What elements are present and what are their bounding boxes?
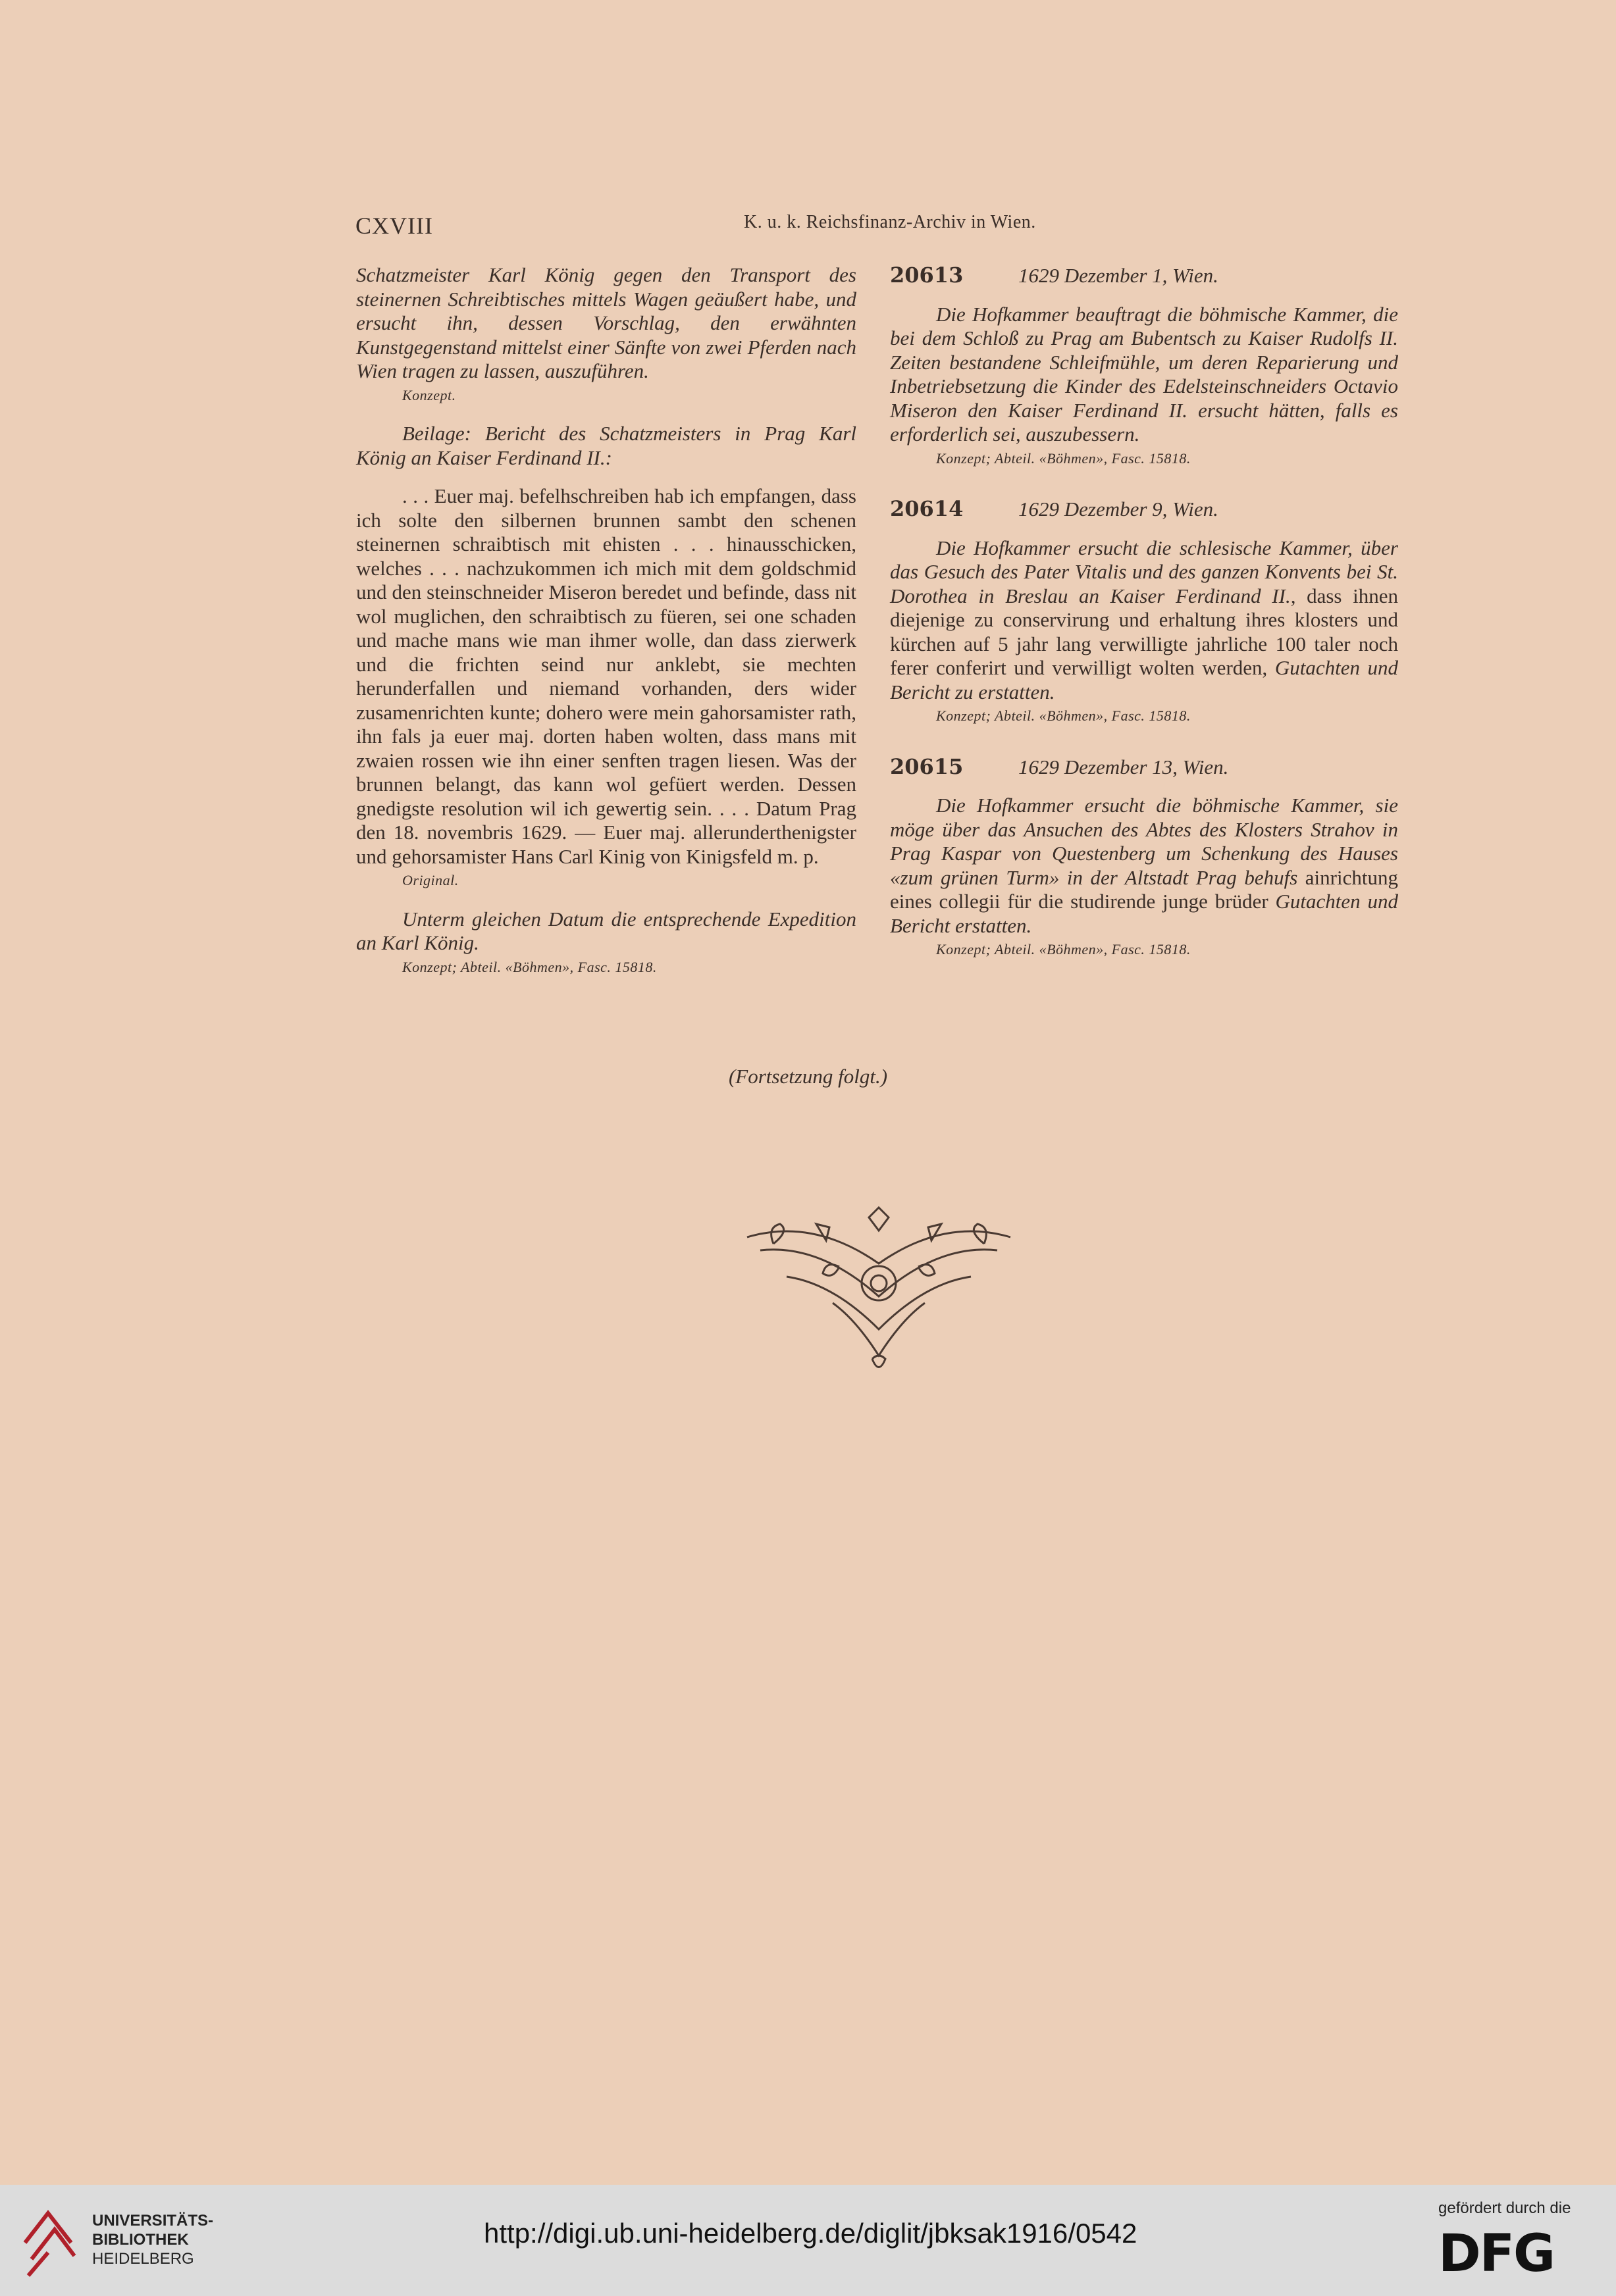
library-name-line: HEIDELBERG xyxy=(92,2250,194,2268)
entry-text-italic: Die Hofkammer ersucht die schlesische Kammer, über das Gesuch des Pater Vitalis und des ganzen Konvents bei St. Dorothea in Breslau an Kaiser Ferdinand II., xyxy=(890,536,1398,607)
entry-number: 20614 xyxy=(890,496,964,521)
source-note: Konzept; Abteil. «Böhmen», Fasc. 15818. xyxy=(936,707,1191,724)
library-logo-icon xyxy=(18,2197,81,2282)
entry-number: 20615 xyxy=(890,753,964,779)
intro-paragraph: Schatzmeister Karl König gegen den Transport des steinernen Schreibtisches mittels Wagen geäußert habe, und ersucht ihn, dessen Vorschlag, den erwähnten Kunstgegenstand mittelst einer Sänfte von zwei Pferden nach Wien tragen zu lassen, auszuführen. xyxy=(356,263,856,382)
entry-text-italic: Gutachten und Bericht erstatten. xyxy=(890,890,1398,937)
entry-date: 1629 Dezember 1, Wien. xyxy=(1018,264,1218,287)
page-number: CXVIII xyxy=(355,213,433,239)
footer-bar xyxy=(0,2185,1616,2296)
entry-text-italic: Die Hofkammer ersucht die böhmische Kammer, sie möge über das Ansuchen des Abtes des Klosters Strahov in Prag Kaspar von Questenberg um Schenkung des Hauses «zum grünen Turm» in der Altstadt Prag behufs xyxy=(890,794,1398,889)
entry-text-italic: Gutachten und Bericht zu erstatten. xyxy=(890,656,1398,703)
beilage-heading: Beilage: Bericht des Schatzmeisters in Prag Karl König an Kaiser Ferdinand II.: xyxy=(356,422,856,469)
entry-text xyxy=(890,536,1398,705)
letter-text: . . . Euer maj. befelhschreiben hab ich empfangen, dass ich solte den silbernen brunnen sambt den schenen steinernen schraibtisch mit ehisten . . . hinausschicken, welches . . . nachzukommen ich mich mit dem goldschmid und den steinschneider Miseron beredet und befinde, dass nit wol muglichen, den schraibtisch zu füeren, sei one schaden und mache mans wie man ihmer wolle, dan dass zierwerk und die frichten seind nur anklebt, sie mechten herunderfallen und niemand vorhanden, ders wider zusamenrichten kunte; dohero were mein gahorsamister rath, ihn fals ja euer maj. dorten haben wolten, dass mans mit zwaien rossen wie ihn einer senften tragen liesen. Was der brunnen belangt, das kann wol gefüert werden. Dessen gnedigste resolution wil ich gewertig sein. . . . Datum Prag den 18. novembris 1629. — Euer maj. allerunderthenigster und gehorsamister Hans Carl Kinig von Kinigsfeld m. p. xyxy=(356,484,856,868)
entry-date: 1629 Dezember 13, Wien. xyxy=(1018,755,1229,778)
source-note: Konzept; Abteil. «Böhmen», Fasc. 15818. xyxy=(402,958,657,975)
entry-text xyxy=(890,794,1398,938)
continuation-note: (Fortsetzung folgt.) xyxy=(728,1065,888,1088)
entry-20613 xyxy=(890,263,1398,471)
library-name xyxy=(92,2211,213,2268)
entry-text-quote: dass ihnen diejenige zu conservirung und erhaltung ihres klosters und kürchen auf 5 jahr lang verwilligte jahrliche 100 taler noch ferer conferirt und verwilligt wolten werden, xyxy=(890,584,1398,679)
library-name-line: UNIVERSITÄTS- xyxy=(92,2212,214,2230)
source-note: Konzept; Abteil. «Böhmen», Fasc. 15818. xyxy=(936,941,1191,957)
source-note: Original. xyxy=(402,872,459,888)
funding-label: gefördert durch die xyxy=(1438,2199,1571,2217)
source-note: Konzept. xyxy=(402,386,456,403)
source-url-link[interactable]: http://digi.ub.uni-heidelberg.de/diglit/jbksak1916/0542 xyxy=(484,2218,1137,2249)
floral-ornament-icon xyxy=(734,1204,1024,1379)
left-column xyxy=(356,263,856,979)
right-column xyxy=(890,263,1398,962)
entry-number: 20613 xyxy=(890,263,964,288)
library-name-line: BIBLIOTHEK xyxy=(92,2231,189,2249)
entry-date: 1629 Dezember 9, Wien. xyxy=(1018,497,1218,521)
closing-paragraph: Unterm gleichen Datum die entsprechende Expedition an Karl König. xyxy=(356,907,856,954)
dfg-logo: DFG xyxy=(1438,2224,1555,2283)
entry-20614 xyxy=(890,497,1398,728)
entry-text-quote: ainrichtung eines collegii für die studirende junge brüder xyxy=(890,865,1398,913)
entry-text: Die Hofkammer beauftragt die böhmische Kammer, die bei dem Schloß zu Prag am Bubentsch zu Kaiser Rudolfs II. Zeiten bestandene Schleifmühle, um deren Reparierung und Inbetriebsetzung die Kinder des Edelsteinschneiders Octavio Miseron den Kaiser Ferdinand II. ersucht hätten, falls es erforderlich sei, auszubessern. xyxy=(890,302,1398,446)
source-note: Konzept; Abteil. «Böhmen», Fasc. 15818. xyxy=(936,449,1191,467)
running-title: K. u. k. Reichsfinanz-Archiv in Wien. xyxy=(744,212,1036,232)
entry-20615 xyxy=(890,755,1398,962)
